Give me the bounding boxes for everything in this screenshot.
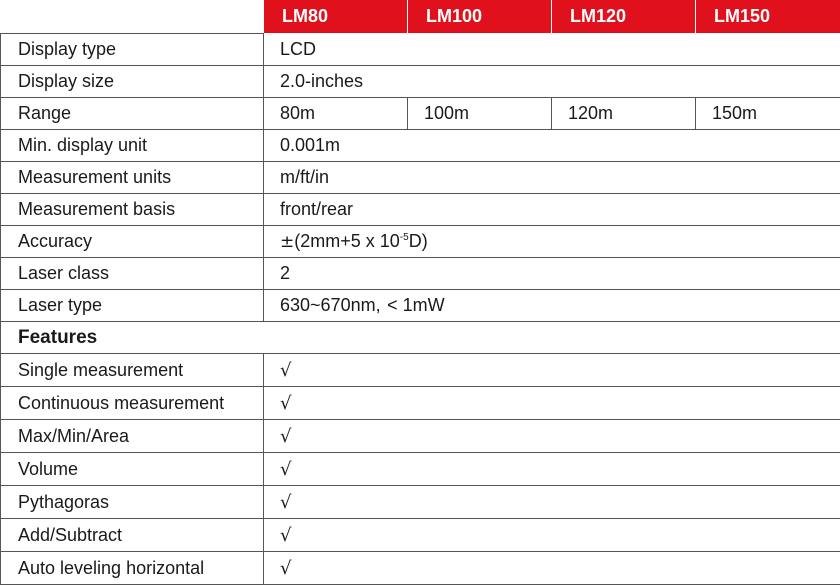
feature-label: Volume bbox=[1, 453, 264, 486]
spec-label: Laser type bbox=[1, 290, 264, 322]
spec-value: 0.001m bbox=[264, 130, 840, 162]
spec-row-display-type bbox=[1, 34, 840, 66]
spec-label: Display type bbox=[1, 34, 264, 66]
feature-row bbox=[1, 354, 840, 387]
check-mark-icon: √ bbox=[264, 354, 840, 387]
spec-row-measurement-units bbox=[1, 162, 840, 194]
model-header-lm120: LM120 bbox=[552, 0, 696, 34]
feature-label: Pythagoras bbox=[1, 486, 264, 519]
spec-value: 2 bbox=[264, 258, 840, 290]
model-header-lm100: LM100 bbox=[408, 0, 552, 34]
feature-label: Auto leveling horizontal bbox=[1, 552, 264, 585]
spec-row-laser-class bbox=[1, 258, 840, 290]
feature-row bbox=[1, 552, 840, 585]
feature-row bbox=[1, 420, 840, 453]
spec-row-measurement-basis bbox=[1, 194, 840, 226]
check-mark-icon: √ bbox=[264, 387, 840, 420]
features-section-title: Features bbox=[1, 322, 840, 354]
accuracy-text-after: D) bbox=[409, 231, 428, 251]
range-value-lm120: 120m bbox=[552, 98, 696, 130]
spec-row-display-size bbox=[1, 66, 840, 98]
feature-label: Max/Min/Area bbox=[1, 420, 264, 453]
check-mark-icon: √ bbox=[264, 519, 840, 552]
accuracy-text-before: (2mm+5 x 10 bbox=[294, 231, 400, 251]
model-header-lm150: LM150 bbox=[696, 0, 840, 34]
spec-value: 2.0-inches bbox=[264, 66, 840, 98]
check-mark-icon: √ bbox=[264, 486, 840, 519]
spec-row-accuracy bbox=[1, 226, 840, 258]
spec-row-range bbox=[1, 98, 840, 130]
check-mark-icon: √ bbox=[264, 420, 840, 453]
feature-row bbox=[1, 486, 840, 519]
model-header-lm80: LM80 bbox=[264, 0, 408, 34]
header-row bbox=[1, 0, 840, 34]
feature-label: Continuous measurement bbox=[1, 387, 264, 420]
check-mark-icon: √ bbox=[264, 453, 840, 486]
accuracy-value bbox=[264, 226, 840, 258]
features-section-row bbox=[1, 322, 840, 354]
spec-value: 630~670nm, < 1mW bbox=[264, 290, 840, 322]
feature-label: Add/Subtract bbox=[1, 519, 264, 552]
spec-label: Measurement basis bbox=[1, 194, 264, 226]
spec-label: Measurement units bbox=[1, 162, 264, 194]
range-value-lm80: 80m bbox=[264, 98, 408, 130]
header-blank-cell bbox=[1, 0, 264, 34]
spec-row-laser-type bbox=[1, 290, 840, 322]
spec-label: Min. display unit bbox=[1, 130, 264, 162]
range-value-lm100: 100m bbox=[408, 98, 552, 130]
spec-label: Range bbox=[1, 98, 264, 130]
feature-row bbox=[1, 387, 840, 420]
feature-label: Single measurement bbox=[1, 354, 264, 387]
check-mark-icon: √ bbox=[264, 552, 840, 585]
feature-row bbox=[1, 519, 840, 552]
spec-value: front/rear bbox=[264, 194, 840, 226]
spec-row-min-display-unit bbox=[1, 130, 840, 162]
spec-label: Display size bbox=[1, 66, 264, 98]
accuracy-exponent: -5 bbox=[400, 232, 409, 243]
feature-row bbox=[1, 453, 840, 486]
range-value-lm150: 150m bbox=[696, 98, 840, 130]
spec-label: Accuracy bbox=[1, 226, 264, 258]
spec-label: Laser class bbox=[1, 258, 264, 290]
plus-minus-sign: ± bbox=[280, 232, 294, 252]
spec-value: LCD bbox=[264, 34, 840, 66]
spec-value: m/ft/in bbox=[264, 162, 840, 194]
